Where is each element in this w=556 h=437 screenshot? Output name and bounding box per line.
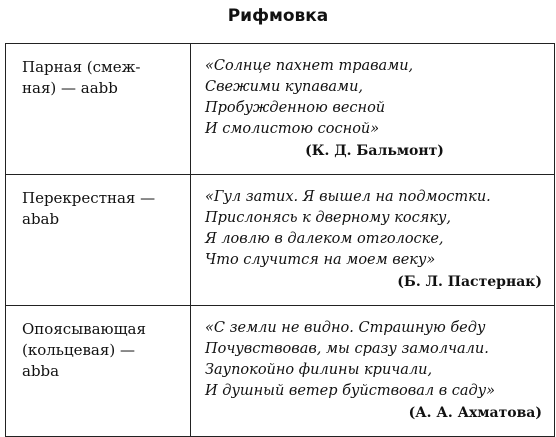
rhyme-type-cell — [6, 175, 191, 306]
rhyme-type-name: Перекрестная — abab — [22, 189, 156, 228]
poem-line: Свежими купавами, — [205, 79, 364, 95]
poem-line: Почувствовав, мы сразу замолчали. — [205, 341, 489, 357]
table-row — [6, 306, 555, 437]
poem-line: «Гул затих. Я вышел на подмостки. — [205, 189, 491, 205]
poem-author: (А. А. Ахматова) — [408, 405, 542, 421]
rhyme-type-name: Опоясывающая (кольцевая) — abba — [22, 320, 146, 380]
poem-line: И смолистою сосной» — [205, 121, 380, 137]
poem-line: «С земли не видно. Страшную беду — [205, 320, 486, 336]
rhyme-type-cell — [6, 44, 191, 175]
table-title: Рифмовка — [227, 6, 329, 26]
rhyme-table — [5, 43, 555, 437]
poem-line: Пробужденною весной — [205, 100, 386, 116]
poem-line: Что случится на моем веку» — [205, 252, 436, 268]
rhyme-type-cell — [6, 306, 191, 437]
poem-example — [191, 306, 554, 402]
poem-line: «Солнце пахнет травами, — [205, 58, 414, 74]
poem-example — [191, 44, 554, 140]
poem-line: Я ловлю в далеком отголоске, — [205, 231, 444, 247]
table-row — [6, 175, 555, 306]
poem-author: (Б. Л. Пастернак) — [397, 274, 542, 290]
poem-line: Заупокойно филины кричали, — [205, 362, 433, 378]
table-row — [6, 44, 555, 175]
example-cell — [191, 44, 555, 175]
rhyme-type-name: Парная (смеж- ная) — aabb — [22, 58, 141, 97]
example-cell — [191, 175, 555, 306]
poem-line: Прислонясь к дверному косяку, — [205, 210, 451, 226]
poem-example — [191, 175, 554, 271]
poem-line: И душный ветер буйствовал в саду» — [205, 383, 495, 399]
example-cell — [191, 306, 555, 437]
poem-author: (К. Д. Бальмонт) — [305, 143, 444, 159]
